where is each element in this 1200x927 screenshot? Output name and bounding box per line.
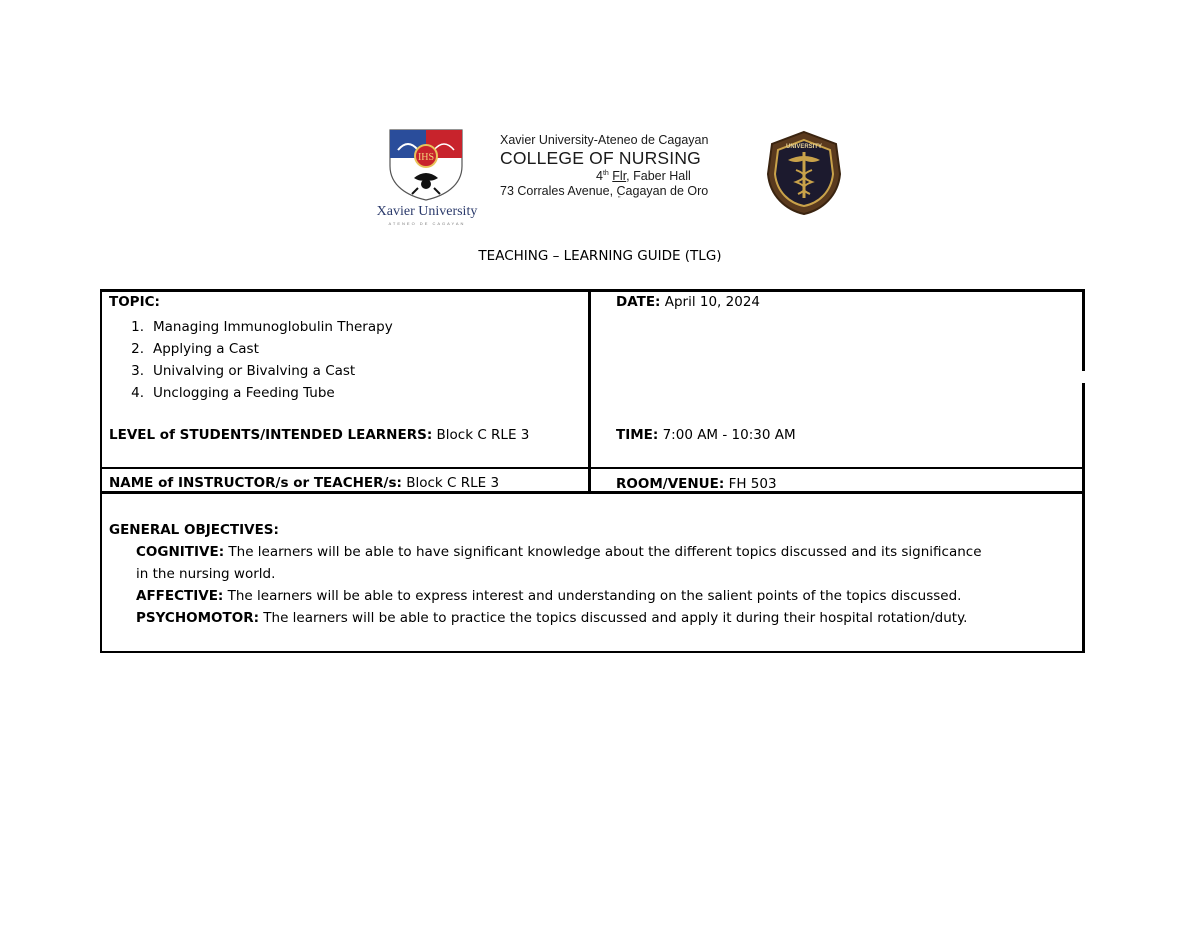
level-label: LEVEL of STUDENTS/INTENDED LEARNERS: (109, 427, 433, 443)
date-value: April 10, 2024 (664, 294, 760, 310)
college-name: COLLEGE OF NURSING (500, 147, 701, 168)
list-item: 4. Unclogging a Feeding Tube (131, 385, 335, 401)
document-title: TEACHING – LEARNING GUIDE (TLG) (478, 248, 722, 264)
list-item: 2. Applying a Cast (131, 341, 259, 357)
building-name: , Faber Hall (626, 169, 691, 183)
date-field (616, 296, 760, 310)
cognitive-label: COGNITIVE: (136, 544, 225, 560)
street-address: 73 Corrales Avenue, Cagayan de Oro (500, 183, 709, 198)
time-value: 7:00 AM - 10:30 AM (662, 427, 796, 443)
stray-mark: " (618, 196, 621, 203)
table-left-border (100, 289, 102, 653)
table-bottom-border (100, 651, 1085, 653)
svg-text:IHS: IHS (417, 152, 435, 163)
list-item: 1. Managing Immunoglobulin Therapy (131, 319, 393, 335)
affective-label: AFFECTIVE: (136, 588, 224, 604)
nursing-seal-icon (764, 130, 844, 216)
svg-text:UNIVERSITY: UNIVERSITY (785, 144, 823, 150)
level-value: Block C RLE 3 (436, 427, 530, 443)
table-right-border-lower (1082, 383, 1085, 653)
xu-wordmark: Xavier University (376, 204, 478, 219)
room-field (616, 478, 777, 492)
table-right-border-upper (1082, 289, 1085, 371)
instructor-value: Block C RLE 3 (406, 475, 500, 491)
college-of-nursing-seal (764, 130, 844, 216)
instructor-label: NAME of INSTRUCTOR/s or TEACHER/s: (109, 475, 402, 491)
floor-number: 4 (596, 169, 603, 183)
table-top-border (100, 289, 1085, 292)
time-field (616, 429, 796, 443)
cognitive-text: The learners will be able to have significant knowledge about the different topics discussed and its significance (228, 544, 982, 560)
xu-tagline: ATENEO DE CAGAYAN (388, 221, 466, 226)
building-address (500, 170, 762, 183)
psychomotor-label: PSYCHOMOTOR: (136, 610, 259, 626)
room-label: ROOM/VENUE: (616, 476, 725, 492)
affective-objective (136, 590, 961, 604)
letterhead (500, 133, 762, 203)
topic-list (118, 319, 393, 407)
topic-label: TOPIC: (109, 294, 160, 310)
tlg-form-table (100, 289, 1085, 653)
psychomotor-text: The learners will be able to practice the topics discussed and apply it during their hospital rotation/duty. (263, 610, 968, 626)
floor-suffix: th (602, 170, 609, 177)
cognitive-objective (136, 546, 982, 560)
table-objectives-divider (100, 491, 1085, 494)
table-column-divider (588, 289, 591, 493)
xu-shield-icon (388, 128, 464, 202)
xavier-university-logo (364, 128, 490, 224)
level-field (109, 429, 529, 443)
table-row-divider (100, 467, 1085, 469)
room-value: FH 503 (728, 476, 777, 492)
affective-text: The learners will be able to express interest and understanding on the salient points of the topics discussed. (227, 588, 962, 604)
objectives-heading: GENERAL OBJECTIVES: (109, 522, 279, 538)
floor-abbr: Flr (612, 169, 627, 183)
date-label: DATE: (616, 294, 661, 310)
university-name: Xavier University-Ateneo de Cagayan (500, 133, 709, 147)
instructor-field (109, 477, 499, 491)
time-label: TIME: (616, 427, 659, 443)
list-item: 3. Univalving or Bivalving a Cast (131, 363, 356, 379)
psychomotor-objective (136, 612, 967, 626)
cognitive-objective-continued: in the nursing world. (136, 566, 276, 582)
